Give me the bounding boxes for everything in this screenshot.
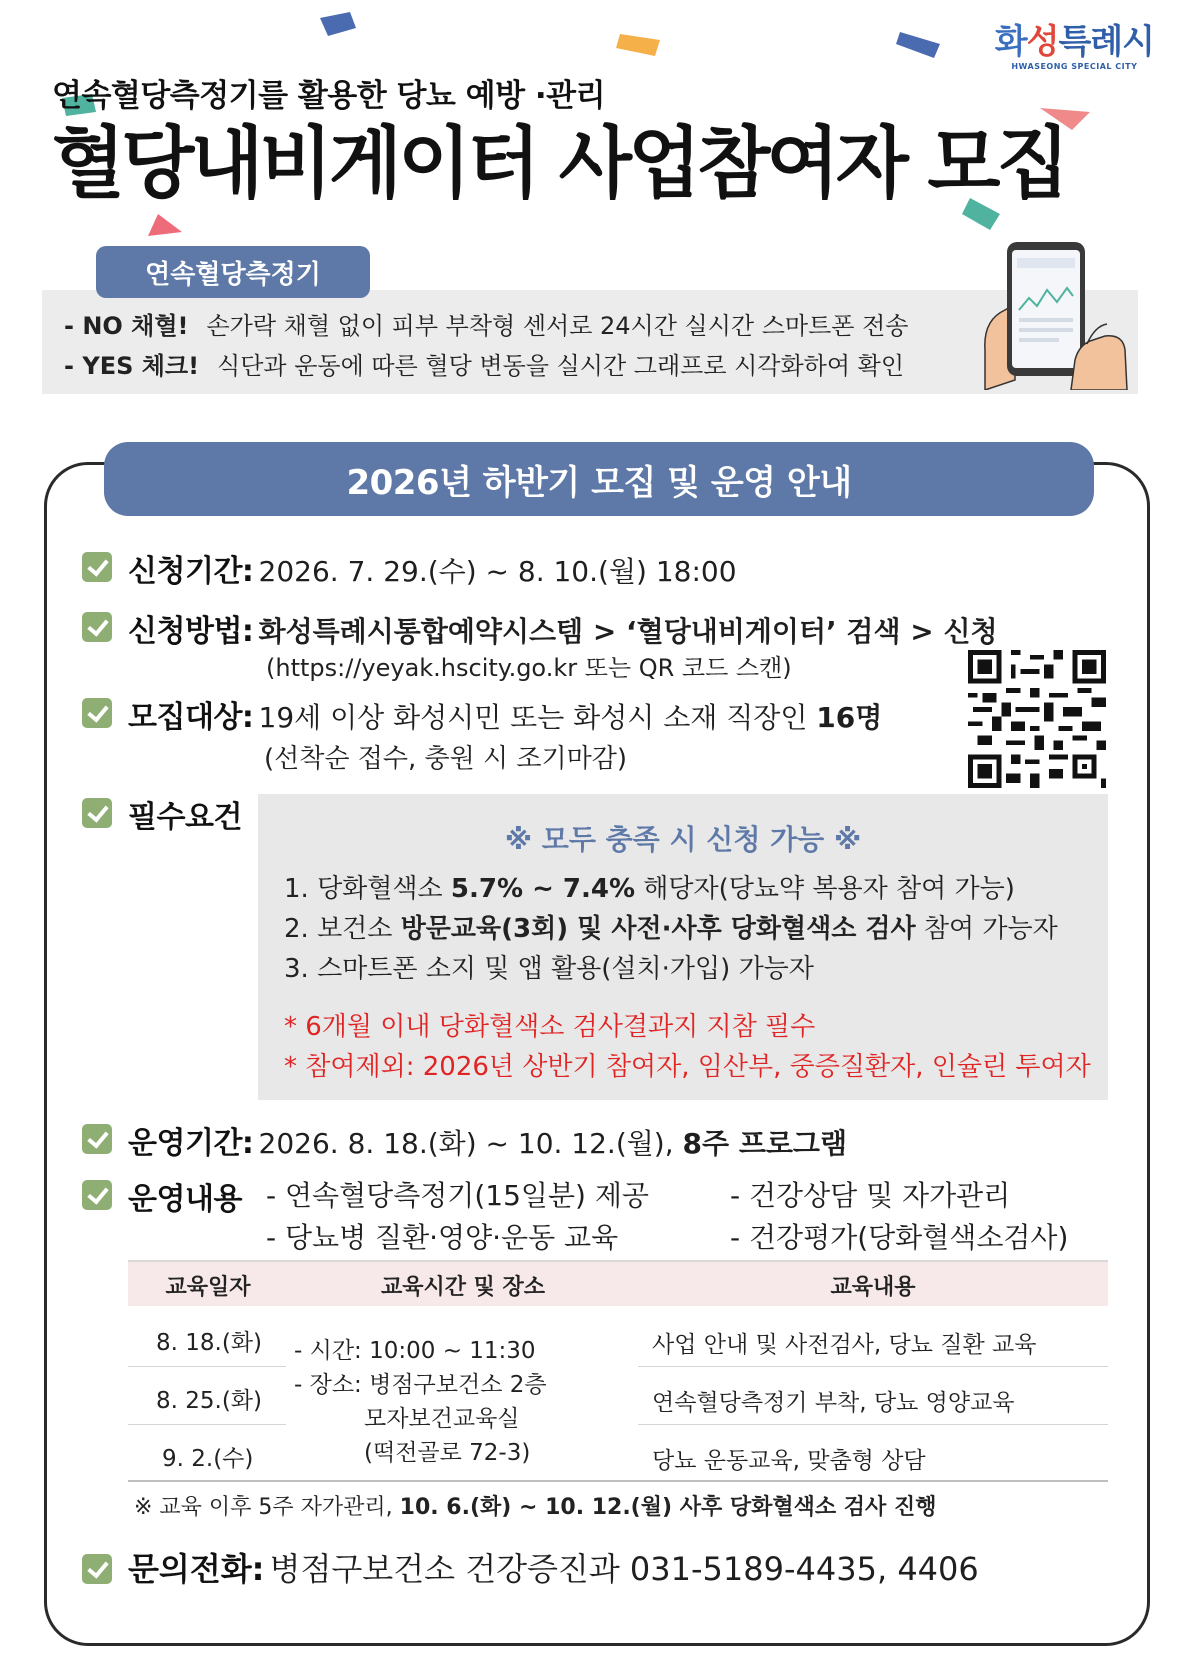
- city-logo: [995, 22, 1154, 71]
- check-icon: [82, 698, 112, 728]
- schedule-address: (떡전골로 72-3): [364, 1440, 531, 1466]
- contact-label: 문의전화:: [128, 1550, 265, 1588]
- apply-period-label: 신청기간:: [128, 554, 254, 589]
- operation-content-item: - 당뇨병 질환·영양·운동 교육: [266, 1221, 619, 1254]
- requirement-exclusion: * 참여제외: 2026년 상반기 참여자, 임산부, 중증질환자, 인슐린 투여자: [284, 1052, 1091, 1082]
- requirement-item: 3. 스마트폰 소지 및 앱 활용(설치·가입) 가능자: [284, 954, 814, 984]
- schedule-time: - 시간: 10:00 ~ 11:30: [294, 1338, 536, 1364]
- contact-value: 병점구보건소 건강증진과 031-5189-4435, 4406: [269, 1550, 979, 1588]
- check-icon: [82, 612, 112, 642]
- schedule-note: ※ 교육 이후 5주 자가관리, 10. 6.(화) ~ 10. 12.(월) 사후 당화혈색소 검사 진행: [134, 1495, 937, 1520]
- apply-method-value: 화성특례시통합예약시스템 > ‘혈당내비게이터’ 검색 > 신청: [258, 615, 998, 648]
- requirement-item: 1. 당화혈색소 5.7% ~ 7.4% 해당자(당뇨약 복용자 참여 가능): [284, 874, 1015, 904]
- requirements-box-title: ※ 모두 충족 시 신청 가능 ※: [504, 823, 862, 856]
- check-icon: [82, 1180, 112, 1210]
- requirement-item: 2. 보건소 방문교육(3회) 및 사전·사후 당화혈색소 검사 참여 가능자: [284, 914, 1058, 944]
- check-icon: [82, 1554, 112, 1584]
- operation-content-row: [128, 1174, 242, 1218]
- table-bottom-border: [128, 1480, 1108, 1482]
- cgm-line-no-blood: [64, 306, 908, 341]
- schedule-header-time-place: 교육시간 및 장소: [380, 1275, 546, 1300]
- operation-period-label: 운영기간:: [128, 1126, 254, 1161]
- logo-text-1: 화: [994, 22, 1027, 62]
- schedule-date: 8. 25.(화): [156, 1388, 262, 1414]
- check-icon: [82, 552, 112, 582]
- logo-text-2: 성: [1026, 22, 1059, 62]
- schedule-content: 사업 안내 및 사전검사, 당뇨 질환 교육: [652, 1332, 1037, 1358]
- schedule-date: 9. 2.(수): [162, 1446, 254, 1472]
- phone-in-hand-illustration: [975, 240, 1135, 390]
- schedule-room: 모자보건교육실: [364, 1406, 520, 1432]
- apply-method-label: 신청방법:: [128, 614, 254, 649]
- operation-content-item: - 건강상담 및 자가관리: [730, 1179, 1011, 1212]
- operation-period-duration: 8주 프로그램: [682, 1127, 848, 1160]
- schedule-content: 연속혈당측정기 부착, 당뇨 영양교육: [652, 1390, 1015, 1416]
- table-divider: [638, 1366, 1108, 1367]
- table-divider: [128, 1366, 286, 1367]
- target-count: 16명: [816, 701, 883, 734]
- poster-subtitle: 연속혈당측정기를 활용한 당뇨 예방 ·관리: [52, 78, 606, 114]
- operation-content-label: 운영내용: [128, 1182, 242, 1217]
- apply-method-note: (https://yeyak.hscity.go.kr 또는 QR 코드 스캔): [266, 654, 792, 682]
- schedule-header-date: 교육일자: [165, 1275, 251, 1300]
- target-note: (선착순 접수, 충원 시 조기마감): [264, 744, 628, 774]
- operation-period-value: 2026. 8. 18.(화) ~ 10. 12.(월),: [258, 1127, 683, 1160]
- target-row: [128, 692, 882, 736]
- operation-content-item: - 건강평가(당화혈색소검사): [730, 1221, 1069, 1254]
- apply-period-value: 2026. 7. 29.(수) ~ 8. 10.(월) 18:00: [258, 555, 737, 588]
- qr-code: [968, 650, 1106, 788]
- requirements-label: 필수요건: [128, 800, 242, 835]
- cgm-line-text: 손가락 채혈 없이 피부 부착형 센서로 24시간 실시간 스마트폰 전송: [206, 312, 909, 340]
- apply-period-row: [128, 546, 737, 590]
- check-icon: [82, 798, 112, 828]
- schedule-date: 8. 18.(화): [156, 1330, 262, 1356]
- logo-subtext: HWASEONG SPECIAL CITY: [1011, 62, 1138, 71]
- cgm-line-text: 식단과 운동에 따른 혈당 변동을 실시간 그래프로 시각화하여 확인: [217, 352, 905, 380]
- operation-content-item: - 연속혈당측정기(15일분) 제공: [266, 1179, 649, 1212]
- cgm-line-lead: - NO 채혈!: [64, 312, 189, 340]
- poster-title: 혈당내비게이터 사업참여자 모집: [52, 119, 1066, 209]
- target-value: 19세 이상 화성시민 또는 화성시 소재 직장인: [258, 701, 817, 734]
- schedule-place: - 장소: 병점구보건소 2층: [294, 1372, 547, 1398]
- schedule-content: 당뇨 운동교육, 맞춤형 상담: [652, 1448, 926, 1474]
- apply-method-row: [128, 606, 998, 650]
- check-icon: [82, 1124, 112, 1154]
- panel-heading: 2026년 하반기 모집 및 운영 안내: [104, 442, 1094, 516]
- cgm-line-lead: - YES 체크!: [64, 352, 200, 380]
- contact-row: [128, 1544, 979, 1590]
- cgm-line-yes-check: [64, 346, 904, 381]
- table-divider: [128, 1424, 286, 1425]
- target-label: 모집대상:: [128, 700, 254, 735]
- requirement-warning: * 6개월 이내 당화혈색소 검사결과지 지참 필수: [284, 1012, 816, 1042]
- table-divider: [638, 1424, 1108, 1425]
- logo-text-3: 특례시: [1058, 22, 1154, 62]
- operation-period-row: [128, 1118, 847, 1162]
- cgm-tab-label: 연속혈당측정기: [96, 246, 370, 298]
- requirements-row: [128, 792, 242, 836]
- schedule-header-content: 교육내용: [830, 1275, 916, 1300]
